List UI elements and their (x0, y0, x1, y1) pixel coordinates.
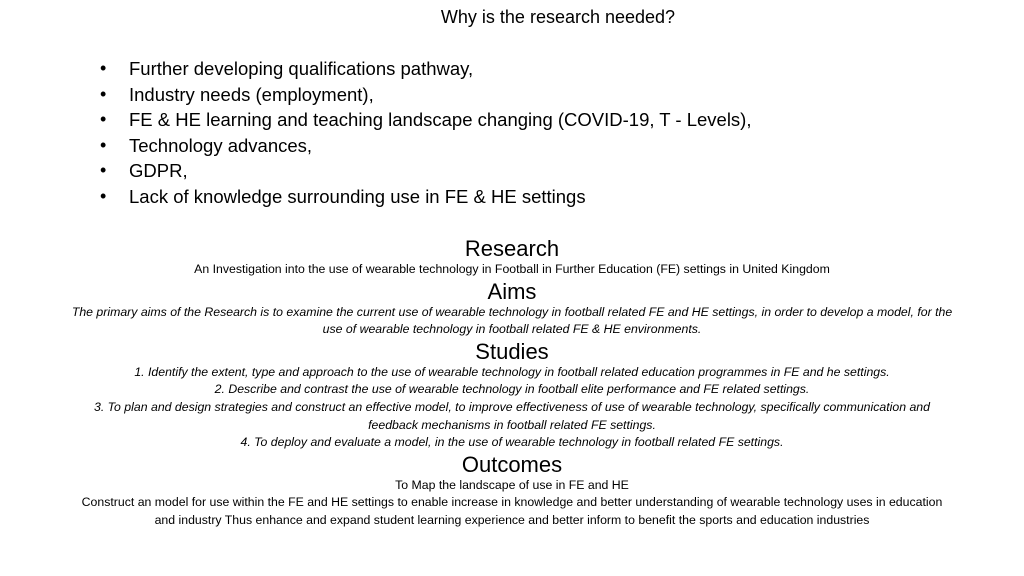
aims-heading: Aims (487, 278, 537, 304)
study-item: 1. Identify the extent, type and approach to the use of wearable technology in football related education programmes in FE and he settings. (134, 364, 890, 379)
bullet-icon: • (100, 83, 107, 104)
bullet-icon: • (100, 160, 107, 180)
bullet-item (100, 56, 752, 82)
bullet-text: Technology advances, (129, 134, 313, 156)
outcomes-section (0, 452, 1024, 530)
research-text: An Investigation into the use of wearable technology in Football in Further Education (FE) settings in United Kingdom (194, 262, 830, 276)
outcomes-text-line: and industry Thus enhance and expand student learning experience and better inform to benefit the sports and education industries (154, 512, 870, 527)
studies-section (0, 339, 1024, 452)
outcomes-text-line: To Map the landscape of use in FE and HE (395, 477, 629, 492)
bullet-list (100, 56, 752, 209)
bullet-item (100, 158, 752, 184)
bullet-icon: • (100, 109, 107, 129)
bullet-item (100, 82, 752, 108)
research-heading: Research (464, 236, 560, 261)
bullet-text: Further developing qualifications pathway, (129, 58, 474, 79)
studies-heading: Studies (475, 338, 549, 364)
outcomes-heading: Outcomes (461, 451, 563, 477)
bullet-icon: • (100, 185, 107, 206)
study-item: 3. To plan and design strategies and construct an effective model, to improve effectiveness of use of wearable technology, specifically communication and (94, 399, 930, 414)
study-item: 2. Describe and contrast the use of wearable technology in football elite performance and FE related settings. (214, 382, 810, 397)
bullet-text: Lack of knowledge surrounding use in FE & HE settings (129, 185, 586, 207)
bullet-text: FE & HE learning and teaching landscape changing (COVID-19, T - Levels), (129, 109, 752, 130)
research-section (0, 236, 1024, 279)
study-item: feedback mechanisms in football related FE settings. (368, 417, 656, 432)
bullet-item (100, 133, 752, 159)
aims-section (0, 279, 1024, 339)
page-title: Why is the research needed? (440, 7, 676, 27)
sections-block (0, 236, 1024, 530)
aims-text-line: The primary aims of the Research is to examine the current use of wearable technology in football related FE and HE settings, in order to develop a model, for the (71, 304, 953, 319)
study-item: 4. To deploy and evaluate a model, in the use of wearable technology in football related FE settings. (240, 435, 784, 450)
bullet-icon: • (100, 58, 107, 78)
bullet-item (100, 107, 752, 133)
bullet-text: GDPR, (129, 160, 188, 181)
bullet-text: Industry needs (employment), (129, 83, 374, 105)
aims-text-line: use of wearable technology in football related FE & HE environments. (322, 322, 702, 337)
bullet-icon: • (100, 134, 107, 155)
bullet-item (100, 184, 752, 210)
outcomes-text-line: Construct an model for use within the FE and HE settings to enable increase in knowledge and better understanding of wearable technology uses in education (81, 495, 943, 510)
